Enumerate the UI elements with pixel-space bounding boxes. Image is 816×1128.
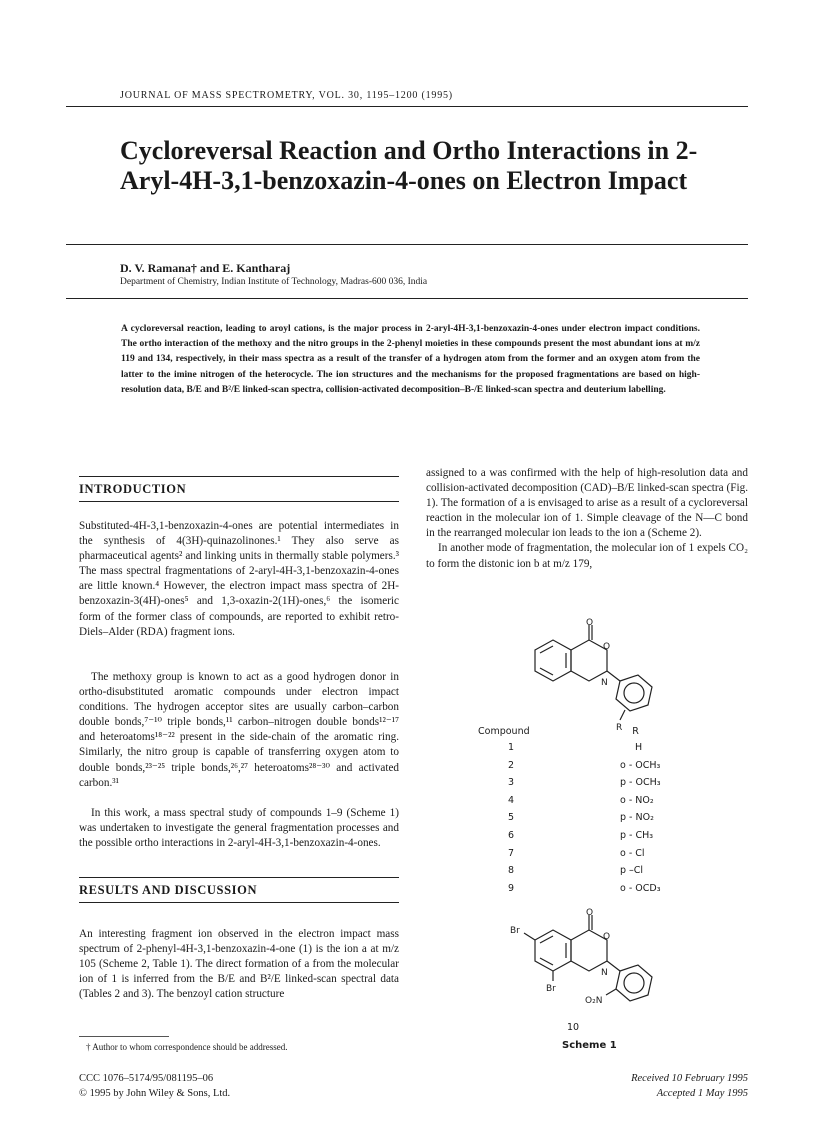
aromatic-circle: [624, 683, 644, 703]
ccc-code: CCC 1076–5174/95/081195–06: [79, 1073, 214, 1084]
results-heading: RESULTS AND DISCUSSION: [79, 883, 258, 897]
right-paragraph-2: In another mode of fragmentation, the molecular ion of 1 expels CO₂ to form the distonic ion b at m/z 179,: [426, 542, 748, 570]
right-paragraph-1: assigned to a was confirmed with the help of high-resolution data and collision-activated decomposition (CAD)–B/E linked-scan spectra (Fig. 1). The formation of a is envisaged to arise as a result of a cycloreversal reaction in the molecular ion of 1. Simple cleavage of the N—C bond in the rearranged molecular ion leads to the ion a (Scheme 2).: [426, 467, 748, 540]
atom-O-ring: O: [603, 642, 611, 652]
accepted-date: Accepted 1 May 1995: [656, 1088, 748, 1099]
intro-paragraph-1: Substituted-4H-3,1-benzoxazin-4-ones are potential intermediates in the synthesis of 4(3H)-quinazolinones.¹ They also serve as pharmaceutical agents² and linking units in thermally stable polymers.³ The mass spectral fragmentations of 2-aryl-4H-3,1-benzoxazin-4-ones are little known.⁴ However, the electron impact mass spectra of 2H-benzoxazin-3(4H)-ones⁵ and 1,3-oxazin-2(1H)-ones,⁶ the isomeric form of the former class of compounds, are reported to exhibit retro-Diels–Alder (RDA) fragment ions.: [79, 520, 399, 638]
atom-N: N: [601, 678, 608, 688]
results-heading-block: [79, 877, 399, 903]
c10-atom-O2N: O₂N: [585, 996, 603, 1006]
affiliation: Department of Chemistry, Indian Institute of Technology, Madras-600 036, India: [120, 277, 428, 287]
table-row: 1 H: [508, 742, 643, 753]
copyright-line: © 1995 by John Wiley & Sons, Ltd.: [79, 1088, 231, 1099]
table-row: 7 o - Cl: [508, 847, 645, 859]
c10-atom-Br-bottom: Br: [546, 984, 556, 994]
abstract: A cycloreversal reaction, leading to aroyl cations, is the major process in 2-aryl-4H-3,1-benzoxazin-4-ones under electron impact conditions. The ortho interaction of the methoxy and the nitro groups in the 2-phenyl moieties in these compounds present the most abundant ions at m/z 119 and 134, respectively, in their mass spectra as a result of the transfer of a hydrogen atom from the former and an oxygen atom from the latter to the imine nitrogen of the heterocycle. The ion structures and the mechanisms for the proposed fragmentations are based on high-resolution data, B/E and B²/E linked-scan spectra, collision-activated decomposition–B-/E linked-scan spectra and deuterium labelling.: [121, 324, 700, 395]
table-row: 6 p - CH₃: [508, 829, 654, 841]
intro-paragraph-3: In this work, a mass spectral study of compounds 1–9 (Scheme 1) was undertaken to investigate the general fragmentation processes and the possible ortho interactions in 2-aryl-4H-3,1-benzoxazin-4-ones.: [79, 807, 399, 850]
r-column-header: R: [632, 726, 639, 737]
compound-10-label: 10: [567, 1022, 580, 1033]
results-paragraph-1: An interesting fragment ion observed in the electron impact mass spectrum of 2-phenyl-4H-3,1-benzoxazin-4-one (1) is the ion a at m/z 105 (Scheme 2, Table 1). The direct formation of a from the molecular ion of 1 is inferred from the B/E and B²/E linked-scan spectral data (Tables 2 and 3). The benzoyl cation structure: [79, 928, 399, 1001]
phenyl-ring: [616, 675, 652, 711]
compound10-oxazinone-ring: [571, 930, 607, 971]
dates-block: [560, 1071, 748, 1101]
title-rule: [66, 244, 748, 245]
c10-atom-O: O: [586, 908, 594, 918]
table-row: 8 p –Cl: [508, 865, 644, 877]
intro-paragraph-2: The methoxy group is known to act as a good hydrogen donor in ortho-disubstituted aromatic compounds under electron impact conditions. The hydrogen acceptor sites are usually carbon–carbon double bonds,⁷⁻¹⁰ triple bonds,¹¹ carbon–nitrogen double bonds¹²⁻¹⁷ and heteroatoms¹⁸⁻²² present in the side-chain of the aromatic ring. Similarly, the nitro group is capable of transferring oxygen atom to double bonds,²³⁻²⁵ triple bonds,²⁶,²⁷ heteroatoms²⁸⁻³⁰ and activated carbon.³¹: [79, 671, 399, 789]
header-rule: [66, 106, 748, 107]
received-date: Received 10 February 1995: [631, 1073, 748, 1084]
introduction-heading: INTRODUCTION: [79, 482, 187, 496]
compound-table: [478, 726, 718, 900]
footnote: † Author to whom correspondence should be addressed.: [86, 1042, 288, 1052]
right-column-text: [426, 466, 748, 572]
compound10-phenyl-ring: [616, 965, 652, 1001]
table-row: 9 o - OCD₃: [508, 882, 661, 894]
journal-header: JOURNAL OF MASS SPECTROMETRY, VOL. 30, 1195–1200 (1995): [120, 90, 453, 101]
copyright-block: [79, 1071, 230, 1101]
table-row: 5 p - NO₂: [508, 812, 654, 824]
table-row: 2 o - OCH₃: [508, 759, 661, 771]
atom-O-carbonyl: O: [586, 618, 594, 628]
table-row: 3 p - OCH₃: [508, 777, 661, 789]
footnote-rule: [79, 1036, 169, 1037]
c10-atom-O-ring: O: [603, 932, 611, 942]
scheme-caption: Scheme 1: [562, 1040, 617, 1051]
atom-R: R: [616, 723, 623, 733]
introduction-heading-block: [79, 476, 399, 502]
c10-atom-N: N: [601, 968, 608, 978]
compound-column-header: Compound: [478, 726, 530, 737]
article-title: Cycloreversal Reaction and Ortho Interactions in 2-Aryl-4H-3,1-benzoxazin-4-ones on Electron Impact: [120, 136, 698, 195]
affiliation-rule: [66, 298, 748, 299]
table-row: 4 o - NO₂: [508, 794, 654, 806]
oxazinone-ring: [571, 640, 607, 681]
c10-atom-Br-top: Br: [510, 926, 520, 936]
authors: D. V. Ramana† and E. Kantharaj: [120, 261, 291, 275]
